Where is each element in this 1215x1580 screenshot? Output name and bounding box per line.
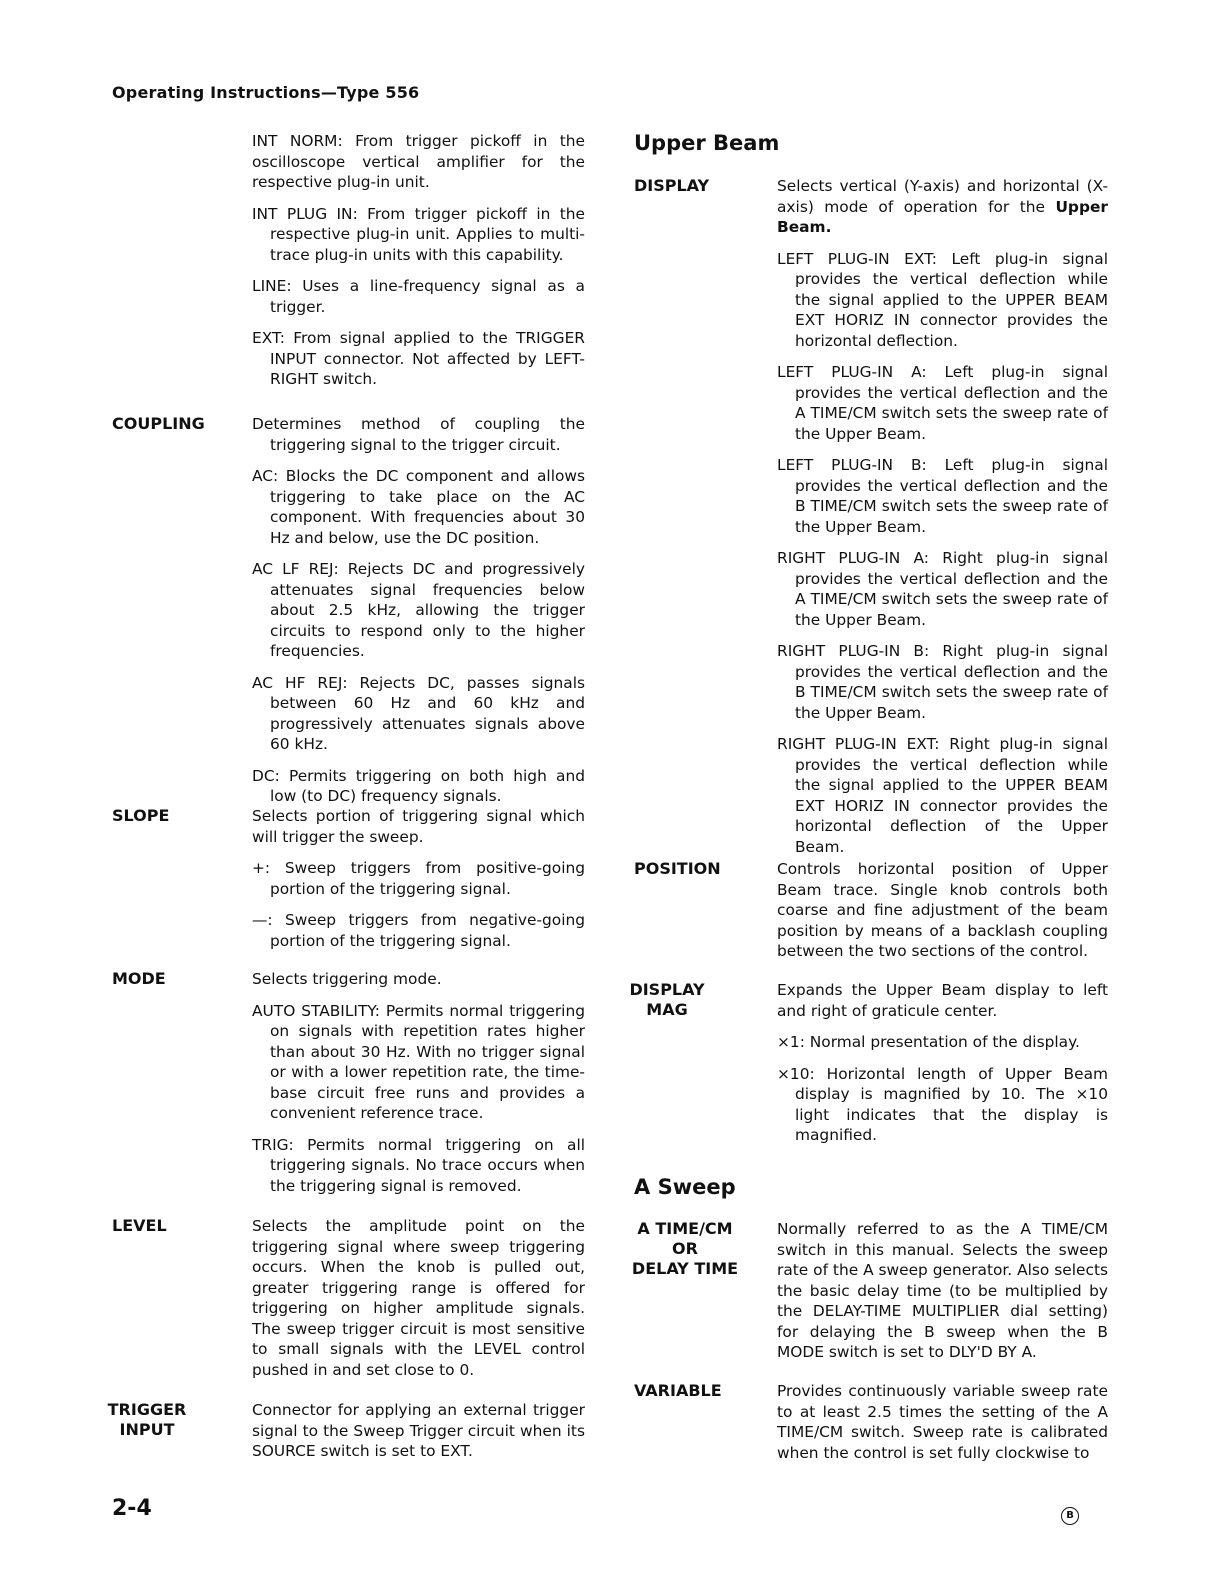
display-left-ext: LEFT PLUG-IN EXT: Left plug-in signal provides the vertical deflection while the signal applied to the UPPER BEAM EXT HORIZ IN connector provides the horizontal deflection. <box>777 249 1108 350</box>
source-line: LINE: Uses a line-frequency signal as a trigger. <box>252 277 585 316</box>
coupling-label: COUPLING <box>112 414 205 433</box>
coupling-intro: Determines method of coupling the triggering signal to the trigger circuit. <box>252 415 585 454</box>
revision-mark-icon: B <box>1061 1507 1079 1525</box>
trigger-input-text: Connector for applying an external trigger signal to the Sweep Trigger circuit when its SOURCE switch is set to EXT. <box>252 1401 585 1460</box>
variable-text: Provides continuously variable sweep rate to at least 2.5 times the setting of the A TIME/CM switch. Sweep rate is calibrated when the control is set fully clockwise to <box>777 1382 1108 1462</box>
position-description <box>777 859 1108 962</box>
coupling-ac: AC: Blocks the DC component and allows triggering to take place on the AC component. With frequencies about 30 Hz and below, use the DC position. <box>252 467 585 547</box>
display-mag-intro: Expands the Upper Beam display to left and right of graticule center. <box>777 981 1108 1020</box>
running-header: Operating Instructions—Type 556 <box>112 83 420 102</box>
slope-positive: +: Sweep triggers from positive-going portion of the triggering signal. <box>252 859 585 898</box>
variable-label: VARIABLE <box>634 1381 722 1400</box>
display-right-b: RIGHT PLUG-IN B: Right plug-in signal provides the vertical deflection and the B TIME/CM switch sets the sweep rate of the Upper Beam. <box>777 642 1108 722</box>
mode-description <box>252 969 585 1207</box>
trigger-input-label <box>100 1400 194 1440</box>
display-left-a: LEFT PLUG-IN A: Left plug-in signal provides the vertical deflection and the A TIME/CM switch sets the sweep rate of the Upper Beam. <box>777 363 1108 443</box>
display-label: DISPLAY <box>634 176 710 195</box>
mode-intro: Selects triggering mode. <box>252 970 442 988</box>
display-mag-x1: ×1: Normal presentation of the display. <box>777 1033 1080 1051</box>
source-ext: EXT: From signal applied to the TRIGGER INPUT connector. Not affected by LEFT-RIGHT switch. <box>252 329 585 388</box>
display-mag-description <box>777 980 1108 1157</box>
mode-label: MODE <box>112 969 166 988</box>
display-mag-x10: ×10: Horizontal length of Upper Beam display is magnified by 10. The ×10 light indicates that the display is magnified. <box>777 1064 1108 1144</box>
trigger-input-description <box>252 1400 585 1462</box>
coupling-ac-hf-rej: AC HF REJ: Rejects DC, passes signals between 60 Hz and 60 kHz and progressively attenuates signals above 60 kHz. <box>252 673 585 753</box>
coupling-dc: DC: Permits triggering on both high and low (to DC) frequency signals. <box>252 766 585 805</box>
coupling-ac-lf-rej: AC LF REJ: Rejects DC and progressively attenuates signal frequencies below about 2.5 kHz, allowing the trigger circuits to respond only to the higher frequencies. <box>252 560 585 660</box>
display-mag-label <box>628 980 706 1020</box>
display-description <box>777 176 1108 868</box>
variable-description <box>777 1381 1108 1463</box>
a-time-cm-label-line1: A TIME/CM <box>637 1219 733 1238</box>
level-description <box>252 1216 585 1380</box>
a-time-cm-text: Normally referred to as the A TIME/CM switch in this manual. Selects the sweep rate of the A sweep generator. Also selects the basic delay time (to be multiplied by the DELAY-TIME MULTIPLIER dial setting) for delaying the B sweep when the B MODE switch is set to DLY'D BY A. <box>777 1220 1108 1361</box>
a-time-cm-label-line2: OR <box>672 1239 698 1258</box>
a-sweep-heading: A Sweep <box>634 1175 736 1199</box>
trigger-input-label-line1: TRIGGER <box>107 1400 187 1419</box>
slope-negative: —: Sweep triggers from negative-going portion of the triggering signal. <box>252 911 585 950</box>
source-int-plug-in: INT PLUG IN: From trigger pickoff in the respective plug-in unit. Applies to multi-trace plug-in units with this capability. <box>252 204 585 264</box>
trigger-input-label-line2: INPUT <box>119 1420 175 1439</box>
display-intro: Selects vertical (Y-axis) and horizontal (X-axis) mode of operation for the Upper Beam. <box>777 177 1108 236</box>
mode-trig: TRIG: Permits normal triggering on all triggering signals. No trace occurs when the triggering signal is removed. <box>252 1135 585 1195</box>
position-text: Controls horizontal position of Upper Beam trace. Single knob controls both coarse and fine adjustment of the beam position by means of a backlash coupling between the two sections of the control. <box>777 860 1108 960</box>
slope-description <box>252 806 585 962</box>
slope-label: SLOPE <box>112 806 170 825</box>
display-right-a: RIGHT PLUG-IN A: Right plug-in signal provides the vertical deflection and the A TIME/CM switch sets the sweep rate of the Upper Beam. <box>777 549 1108 629</box>
a-time-cm-description <box>777 1219 1108 1363</box>
source-int-norm: INT NORM: From trigger pickoff in the oscilloscope vertical amplifier for the respective plug-in unit. <box>252 132 585 191</box>
source-continuation <box>252 131 585 401</box>
position-label: POSITION <box>634 859 721 878</box>
a-time-cm-label <box>630 1219 740 1279</box>
display-right-ext: RIGHT PLUG-IN EXT: Right plug-in signal provides the vertical deflection while the signal applied to the UPPER BEAM EXT HORIZ IN connector provides the horizontal deflection of the Upper Beam. <box>777 735 1108 856</box>
display-left-b: LEFT PLUG-IN B: Left plug-in signal provides the vertical deflection and the B TIME/CM switch sets the sweep rate of the Upper Beam. <box>777 456 1108 536</box>
a-time-cm-label-line3: DELAY TIME <box>631 1259 739 1278</box>
slope-intro: Selects portion of triggering signal which will trigger the sweep. <box>252 807 585 846</box>
mode-auto-stability: AUTO STABILITY: Permits normal triggering on signals with repetition rates higher than about 30 Hz. With no trigger signal or with a lower repetition rate, the time-base circuit free runs and provides a convenient reference trace. <box>252 1001 585 1122</box>
upper-beam-heading: Upper Beam <box>634 131 780 155</box>
display-mag-label-line1: DISPLAY <box>629 980 705 999</box>
page-number: 2-4 <box>112 1496 152 1521</box>
coupling-description <box>252 414 585 818</box>
level-label: LEVEL <box>112 1216 167 1235</box>
display-mag-label-line2: MAG <box>646 1000 688 1019</box>
level-text: Selects the amplitude point on the triggering signal where sweep triggering occurs. When the knob is pulled out, greater triggering range is offered for triggering on higher amplitude signals. The sweep trigger circuit is most sensitive to small signals with the LEVEL control pushed in and set close to 0. <box>252 1217 585 1379</box>
